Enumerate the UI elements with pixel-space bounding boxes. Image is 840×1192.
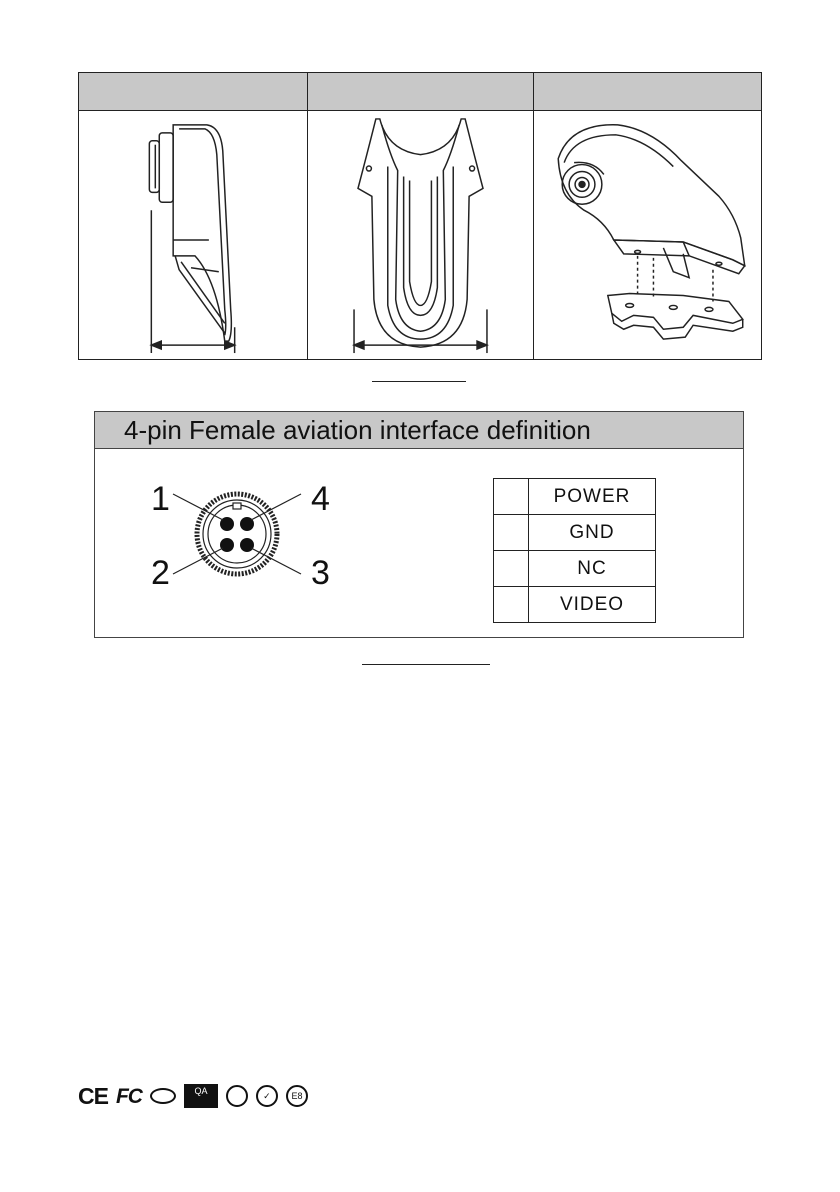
perspective-view-drawing xyxy=(534,111,761,359)
front-view-drawing xyxy=(308,111,533,359)
pin-number xyxy=(494,551,529,587)
caption-underline xyxy=(372,381,466,382)
pin-label-2: 2 xyxy=(151,554,170,592)
side-view-column xyxy=(79,73,307,359)
caption-underline xyxy=(362,664,490,665)
e-mark-icon: E8 xyxy=(286,1085,308,1107)
table-row xyxy=(494,587,656,623)
certification-logos xyxy=(78,1082,308,1110)
camera-side-view-icon xyxy=(79,111,307,359)
perspective-view-header xyxy=(534,73,761,111)
pin-number xyxy=(494,479,529,515)
table-row xyxy=(494,479,656,515)
pin-signal: VIDEO xyxy=(529,587,656,623)
pin-label-3: 3 xyxy=(311,554,330,592)
pin-label-4: 4 xyxy=(311,480,330,518)
side-view-drawing xyxy=(79,111,307,359)
side-view-header xyxy=(79,73,307,111)
panel-title: 4-pin Female aviation interface definition xyxy=(95,412,743,449)
ce-mark-icon: CE xyxy=(78,1082,108,1109)
drawing-views-table xyxy=(78,72,762,360)
front-view-header xyxy=(308,73,533,111)
pin-number xyxy=(494,587,529,623)
qa-mark-icon: QA xyxy=(184,1084,218,1108)
interface-definition-panel xyxy=(94,411,744,638)
camera-perspective-view-icon xyxy=(534,111,761,359)
tuv-circle-icon xyxy=(226,1085,248,1107)
check-circle-icon: ✓ xyxy=(256,1085,278,1107)
table-row xyxy=(494,515,656,551)
front-view-column xyxy=(307,73,533,359)
pin-number xyxy=(494,515,529,551)
pin-signal: POWER xyxy=(529,479,656,515)
pin-label-1: 1 xyxy=(151,480,170,518)
pin-signal: NC xyxy=(529,551,656,587)
perspective-view-column xyxy=(533,73,761,359)
pin-definition-table xyxy=(493,478,656,623)
emc-oval-icon xyxy=(150,1088,176,1104)
camera-front-view-icon xyxy=(308,111,533,359)
table-row xyxy=(494,551,656,587)
fcc-mark-icon: FC xyxy=(115,1084,142,1108)
pin-signal: GND xyxy=(529,515,656,551)
